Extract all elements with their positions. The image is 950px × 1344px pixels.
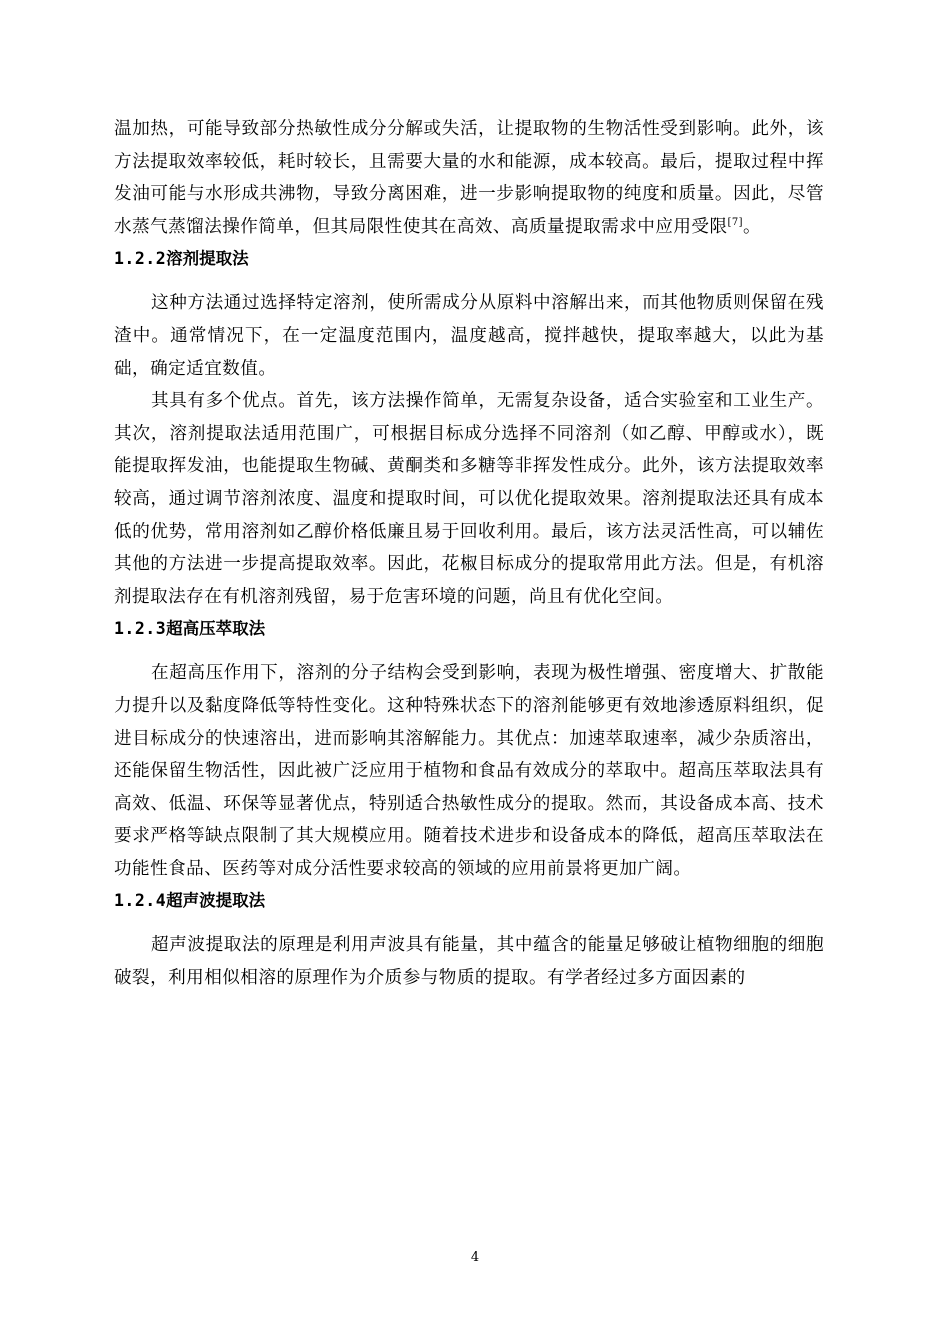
section-title: 超声波提取法 <box>166 891 266 911</box>
section-number: 1.2.2 <box>114 249 167 269</box>
section-number: 1.2.3 <box>114 619 167 639</box>
section-heading-1-2-4 <box>114 887 824 929</box>
section-heading-1-2-3 <box>114 615 824 657</box>
section-title: 溶剂提取法 <box>166 249 249 269</box>
page-body <box>114 113 824 995</box>
citation-7: [7] <box>727 216 744 228</box>
intro-text: 温加热，可能导致部分热敏性成分分解或失活，让提取物的生物活性受到影响。此外，该方法提取效率较低，耗时较长，且需要大量的水和能源，成本较高。最后，提取过程中挥发油可能与水形成共沸物，导致分离困难，进一步影响提取物的纯度和质量。因此，尽管水蒸气蒸馏法操作简单，但其局限性使其在高效、高质量提取需求中应用受限 <box>114 119 824 237</box>
section-number: 1.2.4 <box>114 891 167 911</box>
intro-paragraph <box>114 113 824 243</box>
section-title: 超高压萃取法 <box>166 619 266 639</box>
paragraph: 在超高压作用下，溶剂的分子结构会受到影响，表现为极性增强、密度增大、扩散能力提升以及黏度降低等特性变化。这种特殊状态下的溶剂能够更有效地渗透原料组织，促进目标成分的快速溶出，进而影响其溶解能力。其优点：加速萃取速率，减少杂质溶出，还能保留生物活性，因此被广泛应用于植物和食品有效成分的萃取中。超高压萃取法具有高效、低温、环保等显著优点，特别适合热敏性成分的提取。然而，其设备成本高、技术要求严格等缺点限制了其大规模应用。随着技术进步和设备成本的降低，超高压萃取法在功能性食品、医药等对成分活性要求较高的领域的应用前景将更加广阔。 <box>114 663 824 879</box>
page-number: 4 <box>470 1250 480 1265</box>
paragraph: 超声波提取法的原理是利用声波具有能量，其中蕴含的能量足够破让植物细胞的细胞破裂，利用相似相溶的原理作为介质参与物质的提取。有学者经过多方面因素的 <box>114 935 824 989</box>
paragraph: 这种方法通过选择特定溶剂，使所需成分从原料中溶解出来，而其他物质则保留在残渣中。通常情况下，在一定温度范围内，温度越高，搅拌越快，提取率越大，以此为基础，确定适宜数值。 <box>114 293 824 379</box>
section-heading-1-2-2 <box>114 245 824 287</box>
intro-end: 。 <box>743 216 762 237</box>
paragraph: 其具有多个优点。首先，该方法操作简单，无需复杂设备，适合实验室和工业生产。其次，溶剂提取法适用范围广，可根据目标成分选择不同溶剂（如乙醇、甲醇或水），既能提取挥发油，也能提取生物碱、黄酮类和多糖等非挥发性成分。此外，该方法提取效率较高，通过调节溶剂浓度、温度和提取时间，可以优化提取效果。溶剂提取法还具有成本低的优势，常用溶剂如乙醇价格低廉且易于回收利用。最后，该方法灵活性高，可以辅佐其他的方法进一步提高提取效率。因此，花椒目标成分的提取常用此方法。但是，有机溶剂提取法存在有机溶剂残留，易于危害环境的问题，尚且有优化空间。 <box>114 391 824 607</box>
